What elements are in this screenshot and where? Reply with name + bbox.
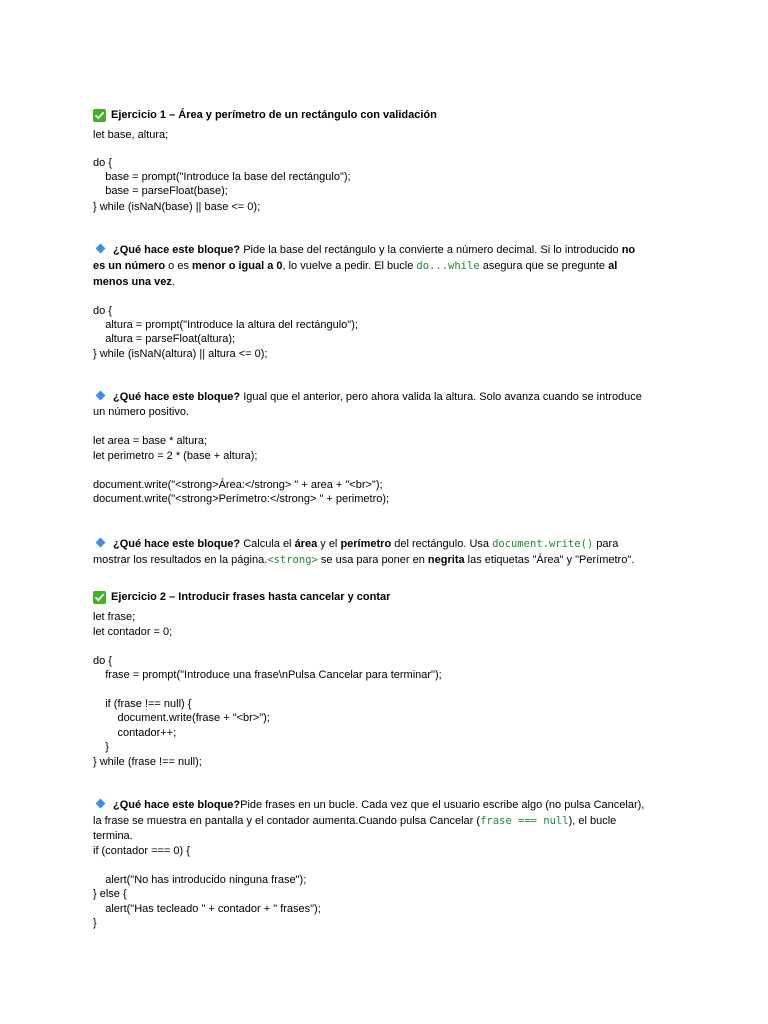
inline-code: document.write() bbox=[492, 538, 594, 550]
explanation-bold: menor o igual a 0 bbox=[192, 260, 283, 272]
code-line: contador++; bbox=[93, 727, 177, 739]
code-line: do { bbox=[93, 655, 112, 667]
explanation-1-line-1 bbox=[93, 243, 635, 257]
explanation-text: del rectángulo. Usa bbox=[391, 538, 493, 550]
explanation-text: ), el bucle bbox=[568, 815, 617, 827]
explanation-4-line-2 bbox=[93, 814, 616, 828]
explanation-bold: menos una vez bbox=[93, 276, 172, 288]
code-line: } bbox=[93, 917, 97, 929]
explanation-text: la frase se muestra en pantalla y el contador aumenta.Cuando pulsa Cancelar ( bbox=[93, 815, 481, 827]
explanation-text: y el bbox=[317, 538, 341, 550]
explanation-text: asegura que se pregunte bbox=[479, 260, 609, 272]
code-line: alert("No has introducido ninguna frase"); bbox=[93, 874, 307, 886]
exercise-1-title: Ejercicio 1 – Área y perímetro de un rectángulo con validación bbox=[111, 109, 437, 121]
code-line: do { bbox=[93, 305, 112, 317]
inline-code: <strong> bbox=[267, 554, 318, 566]
explanation-text: Calcula el bbox=[240, 538, 295, 550]
code-line: } else { bbox=[93, 888, 127, 900]
explanation-text: . bbox=[171, 276, 175, 288]
code-line: base = parseFloat(base); bbox=[93, 185, 228, 197]
explanation-3-line-2 bbox=[93, 553, 634, 567]
code-line: alert("Has tecleado " + contador + " frases"); bbox=[93, 903, 321, 915]
code-line: altura = parseFloat(altura); bbox=[93, 333, 236, 345]
code-line: let base, altura; bbox=[93, 129, 169, 141]
explanation-1-line-3 bbox=[93, 275, 175, 289]
explanation-text: se usa para poner en bbox=[317, 554, 428, 566]
code-line: document.write("<strong>Área:</strong> " + area + "<br>"); bbox=[93, 479, 383, 491]
explanation-bold: área bbox=[294, 538, 318, 550]
explanation-bold: negrita bbox=[427, 554, 465, 566]
code-line: let perimetro = 2 * (base + altura); bbox=[93, 450, 258, 462]
code-line: let contador = 0; bbox=[93, 626, 173, 638]
exercise-2-title: Ejercicio 2 – Introducir frases hasta cancelar y contar bbox=[111, 591, 391, 603]
code-line: document.write("<strong>Perímetro:</strong> " + perimetro); bbox=[93, 493, 390, 505]
code-line: } while (isNaN(base) || base <= 0); bbox=[93, 201, 261, 213]
explanation-3-line-1 bbox=[93, 537, 618, 551]
explanation-label: ¿Qué hace este bloque? bbox=[113, 799, 241, 811]
explanation-4-line-1 bbox=[93, 798, 644, 812]
explanation-text: o es bbox=[165, 260, 193, 272]
explanation-label: ¿Qué hace este bloque? bbox=[113, 538, 241, 550]
code-line: } while (isNaN(altura) || altura <= 0); bbox=[93, 348, 268, 360]
explanation-bold: perímetro bbox=[340, 538, 392, 550]
code-line: } while (frase !== null); bbox=[93, 756, 202, 768]
explanation-1-line-2 bbox=[93, 259, 617, 273]
code-line: } bbox=[93, 741, 109, 753]
check-mark-icon bbox=[93, 591, 106, 604]
diamond-bullet-icon bbox=[96, 799, 106, 809]
explanation-2-line-1 bbox=[93, 390, 642, 404]
explanation-text: para bbox=[593, 538, 619, 550]
exercise-1-heading bbox=[93, 108, 437, 122]
code-line: if (contador === 0) { bbox=[93, 845, 190, 857]
explanation-text: las etiquetas "Área" y "Perímetro". bbox=[464, 554, 635, 566]
diamond-bullet-icon bbox=[96, 244, 106, 254]
code-line: let area = base * altura; bbox=[93, 435, 208, 447]
explanation-label: ¿Qué hace este bloque? bbox=[113, 391, 241, 403]
explanation-2-line-2: un número positivo. bbox=[93, 406, 189, 418]
explanation-text: Igual que el anterior, pero ahora valida la altura. Solo avanza cuando se introduce bbox=[240, 391, 642, 403]
code-line: do { bbox=[93, 157, 112, 169]
code-line: frase = prompt("Introduce una frase\nPulsa Cancelar para terminar"); bbox=[93, 669, 442, 681]
inline-code: do...while bbox=[416, 260, 480, 272]
explanation-text: Pide la base del rectángulo y la convierte a número decimal. Si lo introducido bbox=[240, 244, 622, 256]
exercise-2-heading bbox=[93, 590, 390, 604]
inline-code: frase === null bbox=[480, 815, 569, 827]
explanation-4-line-3: termina. bbox=[93, 830, 133, 842]
explanation-text: , lo vuelve a pedir. El bucle bbox=[282, 260, 417, 272]
code-line: if (frase !== null) { bbox=[93, 698, 192, 710]
code-line: let frase; bbox=[93, 611, 136, 623]
explanation-bold: es un número bbox=[93, 260, 166, 272]
explanation-bold: no bbox=[621, 244, 636, 256]
explanation-bold: al bbox=[608, 260, 618, 272]
code-line: document.write(frase + "<br>"); bbox=[93, 712, 270, 724]
code-line: altura = prompt("Introduce la altura del rectángulo"); bbox=[93, 319, 358, 331]
explanation-text: Pide frases en un bucle. Cada vez que el usuario escribe algo (no pulsa Cancelar), bbox=[240, 799, 645, 811]
code-line: base = prompt("Introduce la base del rectángulo"); bbox=[93, 171, 351, 183]
diamond-bullet-icon bbox=[96, 538, 106, 548]
explanation-text: mostrar los resultados en la página. bbox=[93, 554, 268, 566]
explanation-label: ¿Qué hace este bloque? bbox=[113, 244, 241, 256]
diamond-bullet-icon bbox=[96, 391, 106, 401]
check-mark-icon bbox=[93, 109, 106, 122]
